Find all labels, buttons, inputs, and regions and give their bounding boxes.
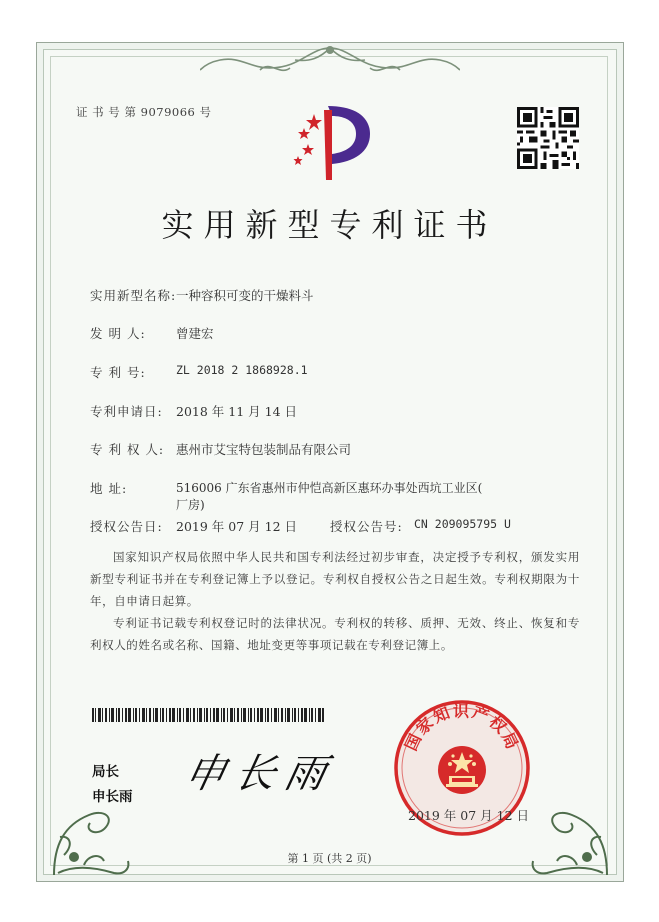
certificate-number: 证 书 号 第 9079066 号 bbox=[76, 105, 212, 119]
patent-no-value: ZL 2018 2 1868928.1 bbox=[176, 363, 308, 377]
qr-code-icon bbox=[517, 107, 579, 169]
barcode-icon bbox=[92, 708, 324, 722]
address-value-line2: 厂房) bbox=[176, 498, 205, 512]
name-value: 一种容积可变的干燥料斗 bbox=[176, 288, 314, 303]
patentee-label: 专 利 权 人: bbox=[90, 442, 165, 457]
address-value-line1: 516006 广东省惠州市仲恺高新区惠环办事处西坑工业区( bbox=[176, 481, 483, 495]
corner-ornament-icon bbox=[527, 795, 617, 880]
application-date-value: 2018 年 11 月 14 日 bbox=[176, 404, 297, 419]
director-title: 局长 bbox=[92, 764, 119, 780]
grant-date-label: 授权公告日: bbox=[90, 519, 163, 534]
top-ornament-icon bbox=[200, 40, 460, 80]
address-label: 地 址: bbox=[90, 481, 128, 496]
body-paragraph-2: 专利证书记载专利权登记时的法律状况。专利权的转移、质押、无效、终止、恢复和专利权人的姓名或名称、国籍、地址变更等事项记载在专利登记簿上。 bbox=[90, 616, 580, 652]
seal-date: 2019 年 07 月 12 日 bbox=[408, 808, 529, 823]
certificate-title: 实用新型专利证书 bbox=[161, 206, 498, 244]
patent-no-label: 专 利 号: bbox=[90, 365, 146, 380]
seal-arc-text: 国家知识产权局 bbox=[401, 701, 523, 754]
handwritten-signature: 申长雨 bbox=[180, 751, 341, 797]
name-label: 实用新型名称: bbox=[90, 288, 177, 303]
patentee-value: 惠州市艾宝特包装制品有限公司 bbox=[176, 442, 352, 457]
grant-date-value: 2019 年 07 月 12 日 bbox=[176, 519, 297, 534]
patent-logo-icon bbox=[284, 102, 380, 182]
application-date-label: 专利申请日: bbox=[90, 404, 163, 419]
corner-ornament-icon bbox=[44, 795, 134, 880]
national-emblem-icon bbox=[438, 746, 486, 794]
page-footer: 第 1 页 (共 2 页) bbox=[287, 852, 372, 865]
grant-no-label: 授权公告号: bbox=[330, 519, 403, 534]
grant-no-value: CN 209095795 U bbox=[414, 517, 511, 531]
director-name: 申长雨 bbox=[92, 789, 133, 805]
body-paragraph-1: 国家知识产权局依照中华人民共和国专利法经过初步审查，决定授予专利权，颁发实用新型专利证书并在专利登记簿上予以登记。专利权自授权公告之日起生效。专利权期限为十年，自申请日起算。 bbox=[90, 550, 580, 608]
inventor-label: 发 明 人: bbox=[90, 326, 146, 341]
inventor-value: 曾建宏 bbox=[176, 326, 214, 341]
